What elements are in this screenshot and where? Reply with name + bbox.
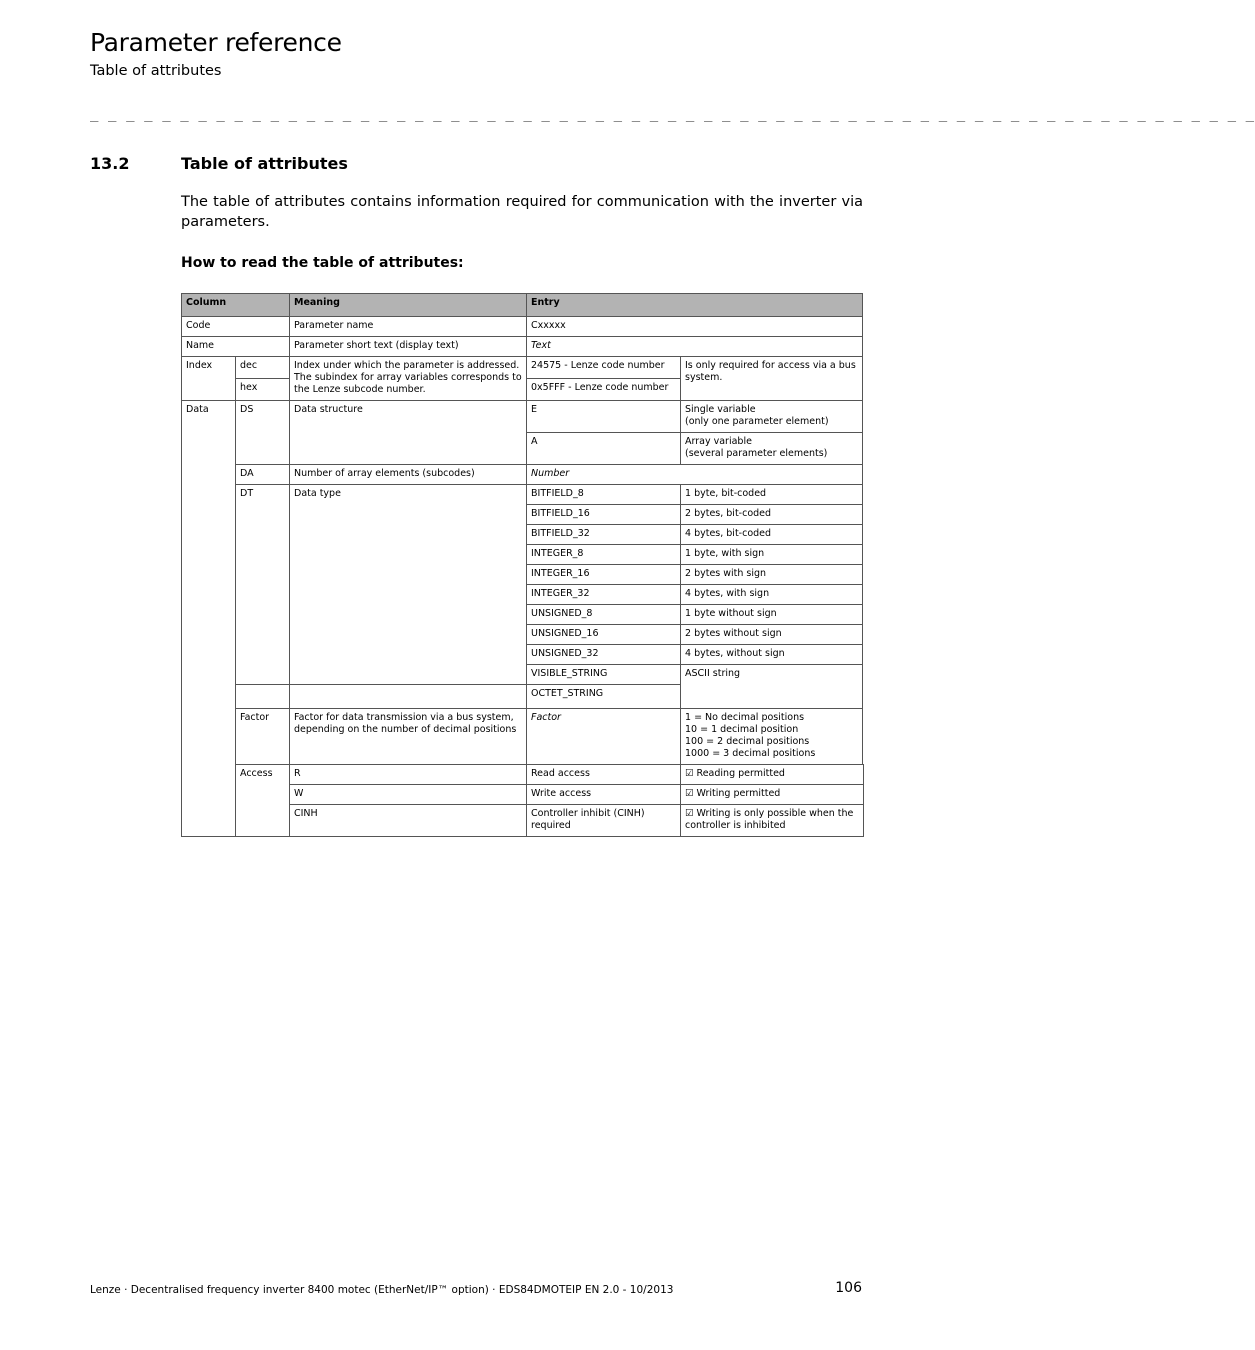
dt-type: BITFIELD_32 <box>527 525 681 545</box>
row-entry: Cxxxxx <box>527 317 863 337</box>
attributes-table <box>181 293 864 837</box>
dt-type: UNSIGNED_16 <box>527 625 681 645</box>
row-label: Code <box>182 317 290 337</box>
page-number: 106 <box>835 1280 862 1296</box>
row-desc: 1 = No decimal positions 10 = 1 decimal position 100 = 2 decimal positions 1000 = 3 decimal positions <box>681 709 863 765</box>
dt-desc: 4 bytes, bit-coded <box>681 525 863 545</box>
dt-desc: ASCII string <box>681 665 863 709</box>
table-row <box>182 465 864 485</box>
row-meaning: Factor for data transmission via a bus system, depending on the number of decimal positions <box>290 709 527 765</box>
dt-desc: 2 bytes, bit-coded <box>681 505 863 525</box>
row-note: Is only required for access via a bus system. <box>681 357 863 401</box>
dt-desc: 2 bytes with sign <box>681 565 863 585</box>
dt-type: UNSIGNED_8 <box>527 605 681 625</box>
row-entry: ☑ Reading permitted <box>681 765 864 785</box>
table-row <box>182 401 864 433</box>
section-number: 13.2 <box>90 154 130 173</box>
section-title: Table of attributes <box>181 154 348 173</box>
dt-desc: 1 byte, bit-coded <box>681 485 863 505</box>
row-meaning: Write access <box>527 785 681 805</box>
header-separator: _ _ _ _ _ _ _ _ _ _ _ _ _ _ _ _ _ _ _ _ _ _ _ _ _ _ _ _ _ _ _ _ _ _ _ _ _ _ _ _ _ _ _ _ _ _ _ _ _ _ _ _ _ _ _ _ _ _ _ _ _ _ _ _ _ <box>90 106 1255 122</box>
row-meaning: Data structure <box>290 401 527 465</box>
dt-type: INTEGER_8 <box>527 545 681 565</box>
dt-desc: 4 bytes, without sign <box>681 645 863 665</box>
table-row <box>182 709 864 765</box>
row-sub: DT <box>236 485 290 685</box>
table-row <box>182 337 864 357</box>
dt-desc: 4 bytes, with sign <box>681 585 863 605</box>
header-entry: Entry <box>527 294 863 317</box>
row-sub: W <box>290 785 527 805</box>
table-row <box>182 485 864 505</box>
row-sub: CINH <box>290 805 527 837</box>
row-desc: Array variable (several parameter elements) <box>681 433 863 465</box>
row-entry: ☑ Writing is only possible when the controller is inhibited <box>681 805 864 837</box>
row-meaning: Read access <box>527 765 681 785</box>
row-meaning-empty <box>290 685 527 709</box>
row-label: Name <box>182 337 290 357</box>
row-sub: Factor <box>236 709 290 765</box>
row-meaning: Controller inhibit (CINH) required <box>527 805 681 837</box>
row-entry: 0x5FFF - Lenze code number <box>527 379 681 401</box>
row-meaning: Index under which the parameter is addressed. The subindex for array variables corresponds to the Lenze subcode number. <box>290 357 527 401</box>
dt-type: OCTET_STRING <box>527 685 681 709</box>
row-entry: Number <box>527 465 863 485</box>
row-entry: Factor <box>527 709 681 765</box>
row-entry: ☑ Writing permitted <box>681 785 864 805</box>
row-entry: 24575 - Lenze code number <box>527 357 681 379</box>
table-row <box>182 357 864 379</box>
dt-desc: 2 bytes without sign <box>681 625 863 645</box>
header-meaning: Meaning <box>290 294 527 317</box>
row-sub: hex <box>236 379 290 401</box>
row-entry: A <box>527 433 681 465</box>
row-sub: R <box>290 765 527 785</box>
table-row <box>182 765 864 785</box>
dt-desc: 1 byte without sign <box>681 605 863 625</box>
row-sub: DA <box>236 465 290 485</box>
row-sub-empty <box>236 685 290 709</box>
row-sub: DS <box>236 401 290 465</box>
dt-type: VISIBLE_STRING <box>527 665 681 685</box>
page-subtitle: Table of attributes <box>90 63 222 79</box>
howto-heading: How to read the table of attributes: <box>181 255 464 271</box>
dt-desc: 1 byte, with sign <box>681 545 863 565</box>
dt-type: INTEGER_32 <box>527 585 681 605</box>
row-meaning: Parameter short text (display text) <box>290 337 527 357</box>
row-label: Index <box>182 357 236 401</box>
page-title: Parameter reference <box>90 28 342 57</box>
row-meaning: Data type <box>290 485 527 685</box>
dt-type: INTEGER_16 <box>527 565 681 585</box>
row-sub: dec <box>236 357 290 379</box>
dt-type: UNSIGNED_32 <box>527 645 681 665</box>
row-entry: Text <box>527 337 863 357</box>
row-label: Data <box>182 401 236 837</box>
dt-type: BITFIELD_16 <box>527 505 681 525</box>
row-meaning: Parameter name <box>290 317 527 337</box>
row-entry: E <box>527 401 681 433</box>
intro-paragraph: The table of attributes contains information required for communication with the inverter via parameters. <box>181 194 863 230</box>
dt-type: BITFIELD_8 <box>527 485 681 505</box>
table-row <box>182 317 864 337</box>
row-label: Access <box>236 765 290 837</box>
table-header-row <box>182 294 864 317</box>
footer-text: Lenze · Decentralised frequency inverter 8400 motec (EtherNet/IP™ option) · EDS84DMOTEIP EN 2.0 - 10/2013 <box>90 1284 674 1296</box>
row-desc: Single variable (only one parameter element) <box>681 401 863 433</box>
row-meaning: Number of array elements (subcodes) <box>290 465 527 485</box>
header-column: Column <box>182 294 290 317</box>
